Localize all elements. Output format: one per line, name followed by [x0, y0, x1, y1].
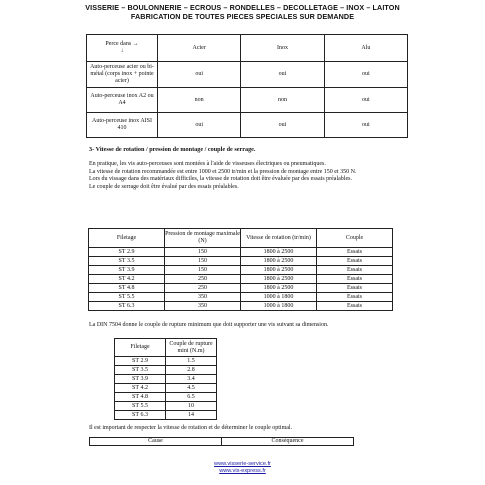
row-label: Auto-perceuse acier ou bi-métal (corps inox + pointe acier) — [87, 62, 158, 88]
table-cell: Essais — [317, 284, 393, 293]
row-label: Auto-perceuse inox AISI 410 — [87, 113, 158, 138]
table-row — [115, 402, 217, 411]
table-cell: 6.5 — [166, 393, 217, 402]
paragraph: Lors du vissage dans des matériaux difficiles, la vitesse de rotation doit être évaluée par des essais préalables. — [89, 176, 352, 183]
table-cell: Essais — [317, 275, 393, 284]
table-cell: Essais — [317, 257, 393, 266]
table-row — [89, 275, 393, 284]
din-7504-text: La DIN 7504 donne le couple de rupture minimum que doit supporter une vis suivant sa dimension. — [89, 322, 329, 328]
table-corner-cell — [87, 35, 158, 62]
table-cell: ST 2.9 — [115, 357, 166, 366]
table-cell: ST 2.9 — [89, 248, 165, 257]
column-header-filetage: Filetage — [115, 339, 166, 357]
optimal-torque-text: Il est important de respecter la vitesse de rotation et de déterminer le couple optimal. — [89, 425, 293, 431]
column-header-couple-rupture: Couple de rupture mini (N.m) — [166, 339, 217, 357]
table-cell: ST 4.2 — [115, 384, 166, 393]
table-row — [115, 366, 217, 375]
table-cell: oui — [158, 62, 241, 88]
section-3-title: 3- Vitesse de rotation / pression de montage / couple de serrage. — [89, 146, 256, 153]
table-cell: 1000 à 1800 — [241, 293, 317, 302]
column-header-consequence: Conséquence — [222, 438, 354, 446]
table-row — [89, 284, 393, 293]
table-cell: Essais — [317, 248, 393, 257]
table-cell: 350 — [165, 302, 241, 311]
table-cell: 4.5 — [166, 384, 217, 393]
table-header-row — [89, 229, 393, 248]
table-cell: Essais — [317, 302, 393, 311]
table-row — [89, 293, 393, 302]
column-header-couple: Couple — [317, 229, 393, 248]
table-cell: oui — [324, 113, 407, 138]
table-cell: 1800 à 2500 — [241, 266, 317, 275]
table-row — [89, 257, 393, 266]
table-cell: ST 3.5 — [89, 257, 165, 266]
table-row — [87, 88, 408, 113]
table-cell: ST 4.8 — [115, 393, 166, 402]
table-cell: 1800 à 2500 — [241, 257, 317, 266]
column-header-cause: Cause — [90, 438, 222, 446]
table-row — [89, 302, 393, 311]
table-cell: 1800 à 2500 — [241, 284, 317, 293]
table-cell: oui — [241, 113, 324, 138]
corner-label: Perce dans → ↓ — [105, 41, 139, 54]
table-cell: 250 — [165, 275, 241, 284]
table-cell: 350 — [165, 293, 241, 302]
table-cell: ST 5.5 — [115, 402, 166, 411]
table-cell: Essais — [317, 293, 393, 302]
table-cell: 1000 à 1800 — [241, 302, 317, 311]
table-cell: oui — [158, 113, 241, 138]
table-cell: Essais — [317, 266, 393, 275]
table-row — [87, 113, 408, 138]
header-line-2: FABRICATION DE TOUTES PIECES SPECIALES SUR DEMANDE — [130, 12, 355, 21]
table-cell: non — [241, 88, 324, 113]
table-cell: ST 6.3 — [115, 411, 166, 420]
table-cell: 14 — [166, 411, 217, 420]
table-row — [115, 393, 217, 402]
paragraph: La vitesse de rotation recommandée est entre 1000 et 2500 tr/min et la pression de montage entre 150 et 350 N. — [89, 168, 357, 175]
table-row — [89, 266, 393, 275]
column-header-filetage: Filetage — [89, 229, 165, 248]
column-header-alu: Alu — [324, 35, 407, 62]
breaking-torque-table — [114, 338, 217, 420]
table-header-row — [87, 35, 408, 62]
table-cell: 1800 à 2500 — [241, 248, 317, 257]
paragraph: En pratique, les vis auto-perceuses sont montées à l'aide de visseuses électriques ou pneumatiques. — [89, 161, 326, 167]
page-footer — [0, 461, 485, 475]
rotation-speed-table — [88, 228, 393, 311]
table-cell: ST 6.3 — [89, 302, 165, 311]
table-header-row — [90, 438, 354, 446]
table-cell: ST 3.5 — [115, 366, 166, 375]
table-cell: oui — [324, 62, 407, 88]
column-header-acier: Acier — [158, 35, 241, 62]
footer-link-visserie-service[interactable]: www.visserie-service.fr — [214, 461, 271, 467]
table-cell: 2.8 — [166, 366, 217, 375]
column-header-inox: Inox — [241, 35, 324, 62]
table-cell: 150 — [165, 248, 241, 257]
table-row — [115, 375, 217, 384]
column-header-vitesse: Vitesse de rotation (tr/min) — [241, 229, 317, 248]
cause-consequence-table — [89, 437, 354, 446]
paragraph: Le couple de serrage doit être évalué par des essais préalables. — [89, 183, 239, 190]
table-cell: 1.5 — [166, 357, 217, 366]
table-row — [87, 62, 408, 88]
table-row — [115, 357, 217, 366]
table-cell: 3.4 — [166, 375, 217, 384]
table-cell: 150 — [165, 257, 241, 266]
table-row — [115, 384, 217, 393]
table-row — [89, 248, 393, 257]
table-cell: 1800 à 2500 — [241, 275, 317, 284]
table-cell: ST 4.2 — [89, 275, 165, 284]
table-header-row — [115, 339, 217, 357]
table-cell: 10 — [166, 402, 217, 411]
table-cell: ST 3.9 — [115, 375, 166, 384]
table-cell: oui — [324, 88, 407, 113]
table-cell: ST 4.8 — [89, 284, 165, 293]
column-header-pression: Pression de montage maximale (N) — [165, 229, 241, 248]
table-cell: non — [158, 88, 241, 113]
footer-link-vis-express[interactable]: www.vis-express.fr — [219, 468, 266, 474]
material-compatibility-table — [86, 34, 408, 138]
section-3-paragraphs — [89, 161, 409, 191]
table-cell: 250 — [165, 284, 241, 293]
table-cell: 150 — [165, 266, 241, 275]
page-header — [0, 3, 485, 21]
table-cell: ST 5.5 — [89, 293, 165, 302]
header-line-1: VISSERIE – BOULONNERIE – ECROUS – RONDELLES – DECOLLETAGE – INOX – LAITON — [85, 3, 400, 12]
table-row — [115, 411, 217, 420]
table-cell: ST 3.9 — [89, 266, 165, 275]
row-label: Auto-perceuse inox A2 ou A4 — [87, 88, 158, 113]
table-cell: oui — [241, 62, 324, 88]
